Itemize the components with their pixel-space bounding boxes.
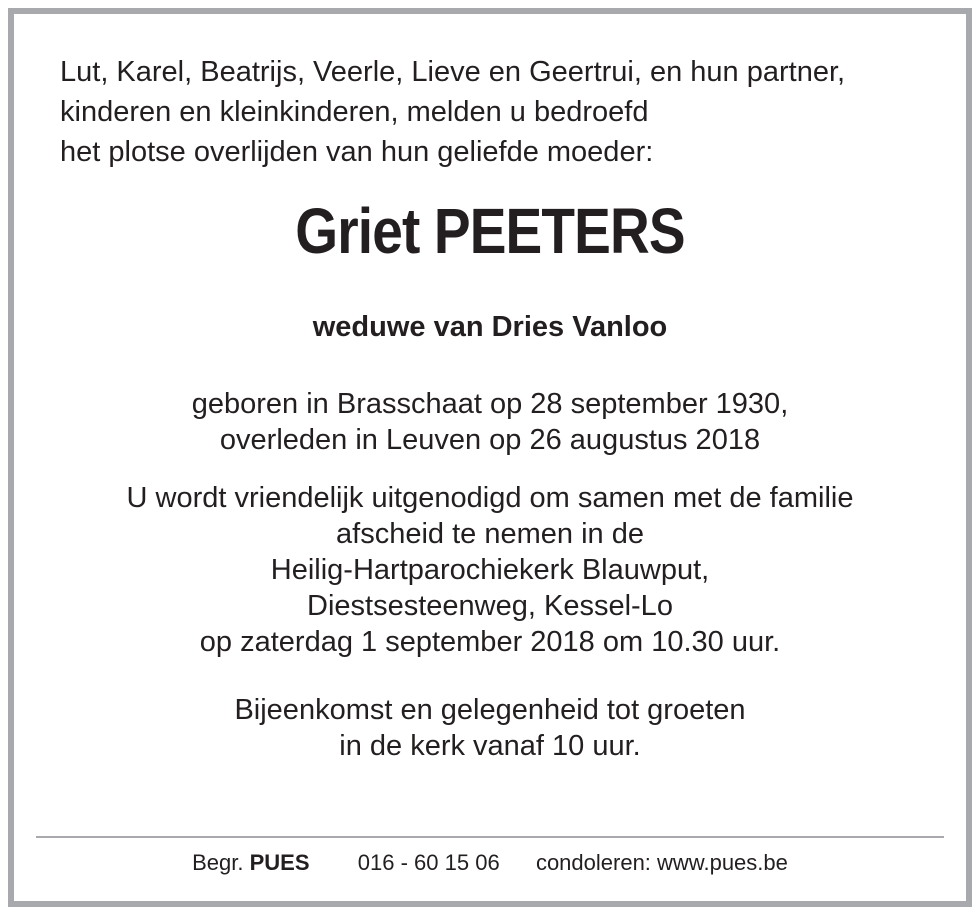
spouse-line: weduwe van Dries Vanloo bbox=[312, 311, 668, 343]
dates-block bbox=[0, 386, 980, 458]
death-line: overleden in Leuven op 26 augustus 2018 bbox=[219, 424, 761, 456]
ceremony-line: afscheid te nemen in de bbox=[336, 518, 644, 550]
deceased-name: Griet PEETERS bbox=[295, 195, 685, 267]
intro-line: het plotse overlijden van hun geliefde moeder: bbox=[60, 136, 654, 168]
intro-line: kinderen en kleinkinderen, melden u bedroefd bbox=[60, 96, 649, 128]
footer bbox=[0, 848, 980, 878]
ceremony-line: op zaterdag 1 september 2018 om 10.30 uur. bbox=[199, 626, 781, 658]
condolences-link[interactable]: condoleren: www.pues.be bbox=[535, 850, 788, 875]
footer-prefix: Begr. bbox=[192, 850, 250, 875]
intro-text bbox=[60, 52, 845, 172]
phone-number: 016 - 60 15 06 bbox=[357, 850, 500, 875]
funeral-company: PUES bbox=[249, 850, 310, 875]
ceremony-line: U wordt vriendelijk uitgenodigd om samen met de familie bbox=[126, 482, 854, 514]
intro-line: Lut, Karel, Beatrijs, Veerle, Lieve en Geertrui, en hun partner, bbox=[60, 56, 846, 88]
ceremony-block bbox=[0, 480, 980, 660]
gathering-line: Bijeenkomst en gelegenheid tot groeten bbox=[234, 694, 746, 726]
birth-line: geboren in Brasschaat op 28 september 1930, bbox=[191, 388, 789, 420]
gathering-block bbox=[0, 692, 980, 764]
footer-divider bbox=[36, 836, 944, 838]
ceremony-line: Diestsesteenweg, Kessel-Lo bbox=[307, 590, 673, 622]
ceremony-line: Heilig-Hartparochiekerk Blauwput, bbox=[270, 554, 710, 586]
gathering-line: in de kerk vanaf 10 uur. bbox=[339, 730, 641, 762]
